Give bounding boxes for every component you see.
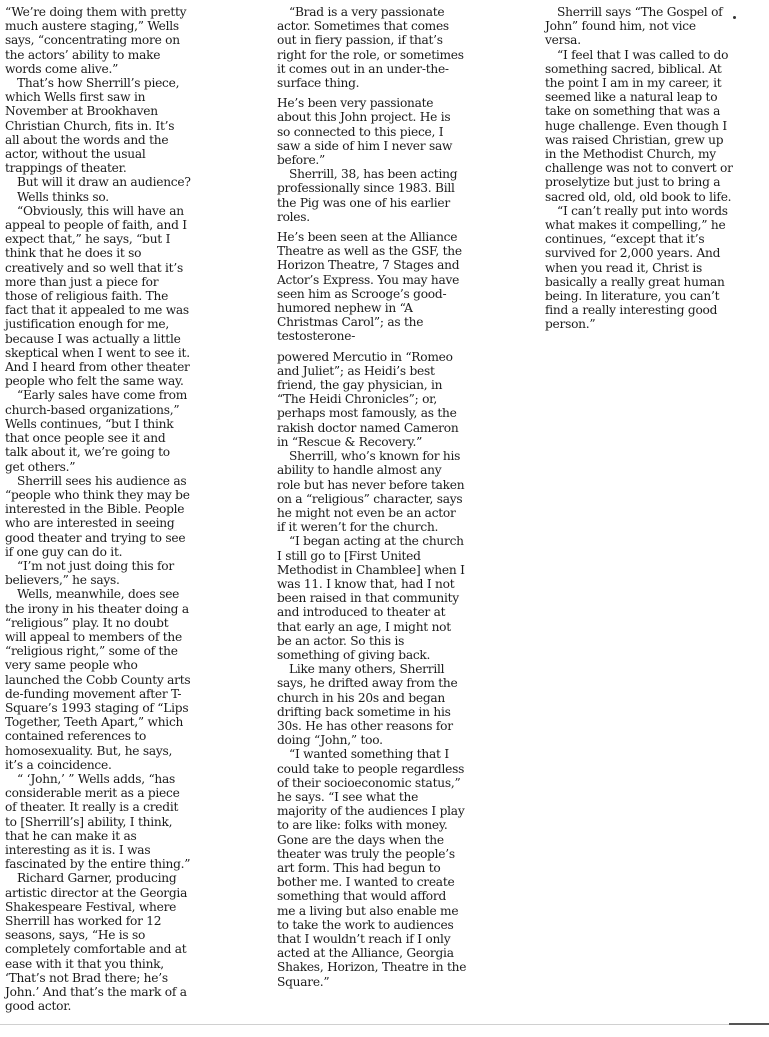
bottom-divider [0,1024,769,1025]
paragraph: “Obviously, this will have an appeal to people of faith, and I expect that,” he says, “but I think that he does it so creatively and so well that it’s more than just a piece for those of religious faith. The fact that it appealed to me was justification enough for me, because I was actually a little skeptical when I went to see it. And I heard from other theater people who felt the same way. [5,203,190,389]
paragraph: “Early sales have come from church-based organizations,” Wells continues, “but I think that once people see it and talk about it, we’re going to get others.” [5,388,188,474]
paragraph: “ ‘John,’ ” Wells adds, “has considerable merit as a piece of theater. It really is a credit to [Sherrill’s] ability, I think, that he can make it as interesting as it is. I was fascinated by the entire thing.” [5,771,191,872]
paragraph: “I’m not just doing this for believers,” he says. [5,558,174,588]
paragraph: Sherrill says “The Gospel of John” found him, not vice versa. [545,5,723,48]
paragraph: “I feel that I was called to do something sacred, biblical. At the point I am in my career, it seemed like a natural leap to take on something that was a huge challenge. Even though I was raised Christian, grew up in the Methodist Church, my challenge was not to convert or proselytize but just to bring a sacred old, old, old book to life. [545,47,733,204]
article-column-3 [545,5,735,332]
paragraph: Wells, meanwhile, does see the irony in his theater doing a “religious” play. It no doubt will appeal to members of the “religious right,” some of the very same people who launched the Cobb County arts de-funding movement after T-Square’s 1993 staging of “Lips Together, Teeth Apart,” which contained references to homosexuality. But, he says, it’s a coincidence. [5,587,191,772]
paragraph: “I can’t really put into words what makes it compelling,” he continues, “except that it’s survived for 2,000 years. And when you read it, Christ is basically a really great human being. In literature, you can’t find a really interesting good person.” [545,203,728,332]
paragraph: Wells thinks so. [17,189,109,204]
paragraph: That’s how Sherrill’s piece, which Wells first saw in November at Brookhaven Christian Church, fits in. It’s all about the words and the actor, without the usual trappings of theater. [5,76,180,176]
scan-speck [733,16,736,19]
article-column-1 [5,5,191,1013]
paragraph: Sherrill, who’s known for his ability to handle almost any role but has never before taken on a “religious” character, says he might not even be an actor if it weren’t for the church. [277,449,465,535]
paragraph: Sherrill sees his audience as “people who think they may be interested in the Bible. People who are interested in seeing good theater and trying to see if one guy can do it. [5,473,190,559]
article-column-2 [277,5,467,989]
paragraph: “I wanted something that I could take to people regardless of their socioeconomic status,” he says. “I see what the majority of the audiences I play to are like: folks with money. Gone are the days when the theater was truly the people’s art form. This had begun to bother me. I wanted to create something that would afford me a living but also enable me to take the work to audiences that I wouldn’t reach if I only acted at the Alliance, Georgia Shakes, Horizon, Theatre in the Square.” [277,747,467,989]
paragraph: Richard Garner, producing artistic director at the Georgia Shakespeare Festival, where Sherrill has worked for 12 seasons, says, “He is so completely comfortable and at ease with it that you think, ‘That’s not Brad there; he’s John.’ And that’s the mark of a good actor. [5,871,188,1014]
paragraph: “I began acting at the church I still go to [First United Methodist in Chamblee] when I was 11. I know that, had I not been raised in that community and introduced to theater at that early an age, I might not be an actor. So this is something of giving back. [277,534,465,662]
paragraph: “We’re doing them with pretty much austere staging,” Wells says, “concentrating more on the actors’ ability to make words come alive.” [5,5,187,76]
paragraph: “Brad is a very passionate actor. Sometimes that comes out in fiery passion, if that’s right for the role, or sometimes it comes out in an under-the-surface thing. [277,5,464,91]
paragraph: He’s been very passionate about this John project. He is so connected to this piece, I saw a side of him I never saw before.” [277,96,453,168]
paragraph: Like many others, Sherrill says, he drifted away from the church in his 20s and began drifting back sometime in his 30s. He has other reasons for doing “John,” too. [277,662,458,748]
paragraph: He’s been seen at the Alliance Theatre as well as the GSF, the Horizon Theatre, 7 Stages and Actor’s Express. You may have seen him as Scrooge’s good-humored nephew in “A Christmas Carol”; as the testosterone- [277,230,462,344]
paragraph: Sherrill, 38, has been acting professionally since 1983. Bill the Pig was one of his earlier roles. [277,167,458,224]
bottom-divider-right [729,1023,769,1025]
paragraph: But will it draw an audience? [17,175,191,190]
paragraph: powered Mercutio in “Romeo and Juliet”; as Heidi’s best friend, the gay physician, in “The Heidi Chronicles”; or, perhaps most famously, as the rakish doctor named Cameron in “Rescue & Recovery.” [277,349,459,449]
